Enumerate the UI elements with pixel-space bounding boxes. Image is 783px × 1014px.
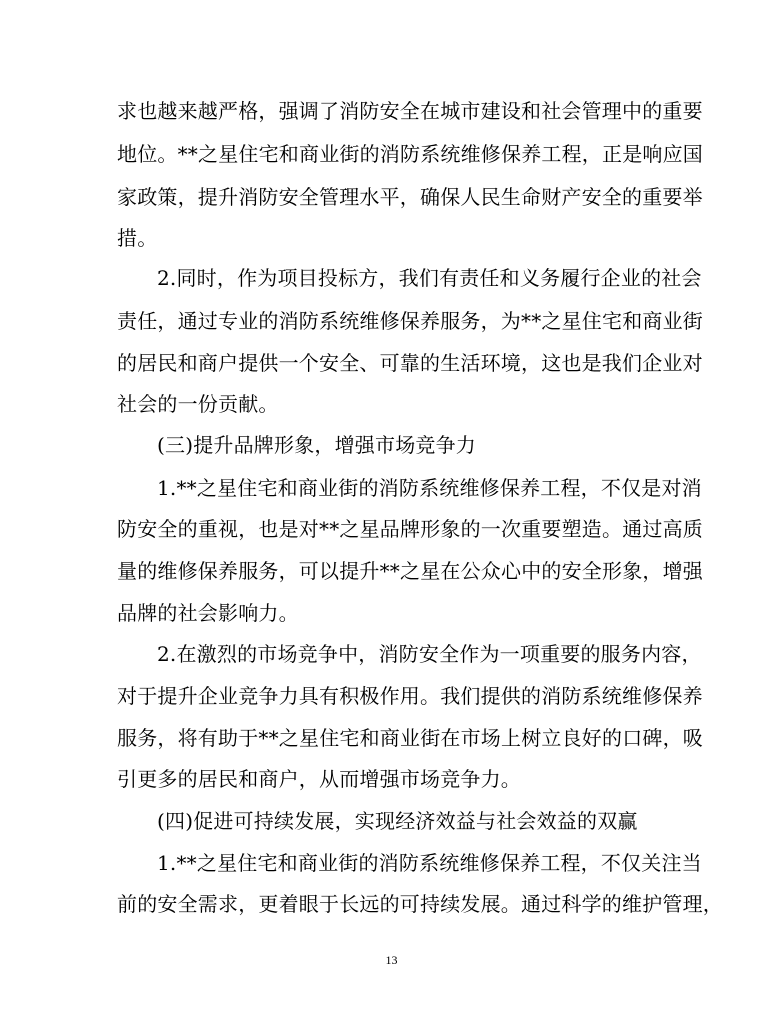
text-line: 的居民和商户提供一个安全、可靠的生活环境，这也是我们企业对: [117, 351, 703, 375]
page-number: 13: [385, 953, 398, 967]
text-line: 防安全的重视，也是对**之星品牌形象的一次重要塑造。通过高质: [117, 517, 703, 541]
paragraph-first-line: 1.**之星住宅和商业街的消防系统维修保养工程，不仅关注当: [157, 851, 702, 875]
text-line: 量的维修保养服务，可以提升**之星在公众心中的安全形象，增强: [117, 559, 703, 583]
text-line: 品牌的社会影响力。: [117, 601, 299, 625]
text-line: 家政策，提升消防安全管理水平，确保人民生命财产安全的重要举: [117, 185, 703, 209]
paragraph-first-line: 2.在激烈的市场竞争中，消防安全作为一项重要的服务内容，: [157, 642, 702, 666]
text-line: 服务，将有助于**之星住宅和商业街在市场上树立良好的口碑，吸: [117, 726, 703, 750]
text-line: 前的安全需求，更着眼于长远的可持续发展。通过科学的维护管理，: [117, 892, 723, 916]
section-heading: (三)提升品牌形象，增强市场竞争力: [157, 433, 477, 457]
text-line: 措。: [117, 226, 158, 250]
paragraph-first-line: 1.**之星住宅和商业街的消防系统维修保养工程，不仅是对消: [157, 476, 702, 500]
paragraph-first-line: 2.同时，作为项目投标方，我们有责任和义务履行企业的社会: [157, 266, 702, 290]
text-line: 责任，通过专业的消防系统维修保养服务，为**之星住宅和商业街: [117, 309, 703, 333]
text-line: 地位。**之星住宅和商业街的消防系统维修保养工程，正是响应国: [117, 142, 703, 166]
section-heading: (四)促进可持续发展，实现经济效益与社会效益的双赢: [157, 809, 638, 833]
text-line: 社会的一份贡献。: [117, 392, 279, 416]
text-line: 引更多的居民和商户，从而增强市场竞争力。: [117, 767, 521, 791]
text-line: 对于提升企业竞争力具有积极作用。我们提供的消防系统维修保养: [117, 684, 703, 708]
text-line: 求也越来越严格，强调了消防安全在城市建设和社会管理中的重要: [117, 99, 703, 123]
